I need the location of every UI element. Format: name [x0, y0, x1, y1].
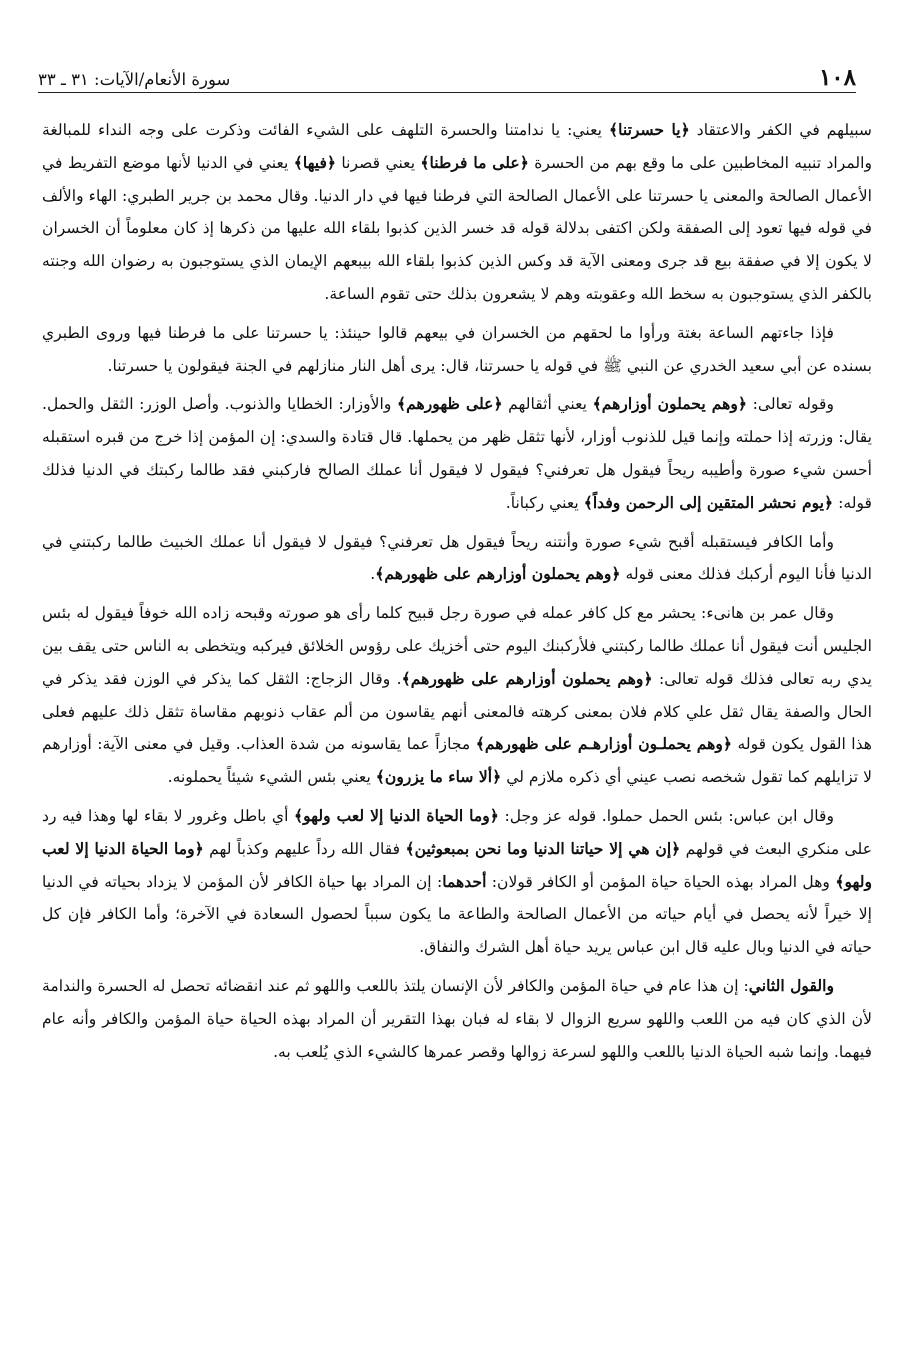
text-run: وهل المراد بهذه الحياة حياة المؤمن أو الكافر قولان: [486, 872, 836, 891]
paragraph [42, 800, 872, 964]
quoted-text: ﴿وهم يحملون أوزارهم على ظهورهم﴾ [401, 668, 653, 688]
quoted-text: ﴿وهم يحملون أوزارهم على ظهورهم﴾ [375, 564, 621, 584]
text-run: وقوله تعالى: [747, 395, 834, 414]
paragraph [42, 317, 872, 383]
paragraph [42, 114, 872, 311]
text-run: يعني بئس الشيء شيئاً يحملونه. [167, 768, 376, 787]
text-run: . [370, 565, 376, 584]
text-run: سبيلهم في الكفر والاعتقاد [689, 121, 872, 139]
quoted-text: ﴿وما الحياة الدنيا إلا لعب ولهو﴾ [42, 838, 872, 891]
page-header [38, 62, 856, 93]
text-run: أي باطل وغرور لا بقاء لها وهذا فيه رد على منكري البعث في قولهم [42, 806, 872, 858]
quoted-text: والقول الثاني [748, 975, 834, 995]
running-title: سورة الأنعام/الآيات: ٣١ ـ ٣٣ [38, 70, 231, 89]
quoted-text: ﴿على ظهورهم﴾ [397, 394, 503, 414]
paragraph [42, 970, 872, 1068]
quoted-text: ﴿وهم يحملون أوزارهم﴾ [592, 394, 748, 414]
paragraph [42, 597, 872, 794]
text-run: يعني ركباناً. [505, 493, 584, 512]
text-run: : إن المراد بها حياة الكافر لأن المؤمن لا يزداد بحياته في الدنيا إلا خيراً لأنه يحصل في أيام حياته من الأعمال الصالحة والطاعة ما يكون سبباً لحصول السعادة في الآخرة؛ وأما الكافر فإن كل حياته في الدنيا وبال عليه قال ابن عباس يريد حياة أهل الشرك والنفاق. [42, 872, 872, 957]
text-run: . وقال الزجاج: الثقل كما يذكر في الوزن فقد يذكر في الحال والصفة يقال ثقل علي كلام فلان بمعنى كرهته فالمعنى أنهم يقاسون من ألم عقاب ذنوبهم مقاساة تثقل ذلك عليهم فعلى هذا القول يكون قوله [42, 669, 872, 754]
quoted-text: ﴿وما الحياة الدنيا إلا لعب ولهو﴾ [293, 805, 499, 825]
text-run: : إن هذا عام في حياة المؤمن والكافر لأن الإنسان يلتذ باللعب واللهو ثم عند انقضائه تحصل له الحسرة والندامة لأن الذي كان فيه من اللعب واللهو سريع الزوال لا بقاء له فبان بهذا التقرير أن المراد بهذه الحياة حياة المؤمن والكافر وأنه عام فيهما. وإنما شبه الحياة الدنيا باللعب واللهو لسرعة زوالها وقصر عمرها كالشيء الذي يُلعب به. [42, 976, 872, 1061]
text-run: فقال الله رداً عليهم وكذباً لهم [203, 839, 406, 858]
text-run: وأما الكافر فيستقبله أقبح شيء صورة وأنتنه ريحاً فيقول هل تعرفني؟ فيقول لا فيقول أنا عملك الخبيث طالما ركبتني في الدنيا فأنا اليوم أركبك فذلك معنى قوله [42, 532, 872, 584]
quoted-text: ﴿إن هي إلا حياتنا الدنيا وما نحن بمبعوثين﴾ [405, 838, 681, 858]
text-run: مجازاً عما يقاسونه من شدة العذاب. وقيل في معنى الآية: أوزارهم لا تزايلهم كما تقول شخصه نصب عيني أي ذكره ملازم لي [42, 735, 872, 787]
quoted-text: ﴿يا حسرتنا﴾ [608, 120, 690, 139]
text-run: وقال عمر بن هانىء: يحشر مع كل كافر عمله في صورة رجل قبيح كلما رأى هو صورته وقبحه زاده الله خوفاً فيقول له بئس الجليس أنت فيقول أنا عملك طالما ركبتني فلأركبنك اليوم حتى أخزيك على رؤوس الخلائق فيركبه ويتخطى به الناس حتى يقف بين يدي ربه تعالى فذلك قوله تعالى: [42, 604, 872, 688]
text-run: فإذا جاءتهم الساعة بغتة ورأوا ما لحقهم من الخسران في بيعهم قالوا حينئذ: يا حسرتنا على ما فرطنا فيها وروى الطبري بسنده عن أبي سعيد الخدري عن النبي ﷺ في قوله يا حسرتنا، قال: يرى أهل النار منازلهم في الجنة فيقولون يا حسرتنا. [42, 323, 872, 375]
quoted-text: ﴿وهم يحملـون أوزارهـم على ظهورهم﴾ [475, 734, 733, 754]
quoted-text: ﴿فيها﴾ [293, 152, 337, 172]
text-run: يعني: يا ندامتنا والحسرة التلهف على الشيء الفائت وذكرت على وجه النداء للمبالغة والمراد تنبيه المخاطبين على ما وقع بهم من الحسرة [42, 121, 872, 172]
quoted-text: ﴿ألا ساء ما يزرون﴾ [375, 767, 502, 787]
page-number: ١٠٨ [818, 64, 856, 91]
text-run: وقال ابن عباس: بئس الحمل حملوا. قوله عز وجل: [498, 806, 834, 825]
quoted-text: أحدهما [442, 871, 487, 891]
paragraph [42, 388, 872, 519]
quoted-text: ﴿على ما فرطنا﴾ [420, 152, 529, 172]
quoted-text: ﴿يوم نحشر المتقين إلى الرحمن وفداً﴾ [583, 492, 834, 512]
text-run: يعني قصرنا [336, 153, 421, 172]
paragraph [42, 526, 872, 592]
text-run: والأوزار: الخطايا والذنوب. وأصل الوزر: الثقل والحمل. يقال: وزرته إذا حملته وإنما قيل للذنوب أوزار، لأنها تثقل ظهر من يحملها. قال قتادة والسدي: إن المؤمن إذا خرج من قبره استقبله أحسن شيء صورة وأطيبه ريحاً فيقول هل تعرفني؟ فيقول لا فيقول أنا عملك الصالح فاركبني فقد طالما ركبتك في الدنيا فذلك قوله: [42, 395, 872, 512]
text-run: يعني أثقالهم [502, 395, 593, 414]
text-body [42, 114, 872, 1068]
text-run: يعني في الدنيا لأنها موضع التفريط في الأعمال الصالحة والمعنى يا حسرتنا على الأعمال الصالحة التي فرطنا فيها في دار الدنيا. وقال محمد بن جرير الطبري: الهاء والألف في قوله فيها تعود إلى الصفقة ولكن اكتفى بدلالة قوله قد خسر الذين كذبوا بلقاء الله عليها من ذكرها إذ كان معلوماً أن الخسران لا يكون إلا في صفقة بيع قد جرى ومعنى الآية قد وكس الذين كذبوا بلقاء الله بيبعهم الإيمان الذي يستوجبون به رضوان الله وجنته بالكفر الذي يستوجبون به سخط الله وعقوبته وهم لا يشعرون بذلك حتى تقوم الساعة. [42, 153, 872, 303]
